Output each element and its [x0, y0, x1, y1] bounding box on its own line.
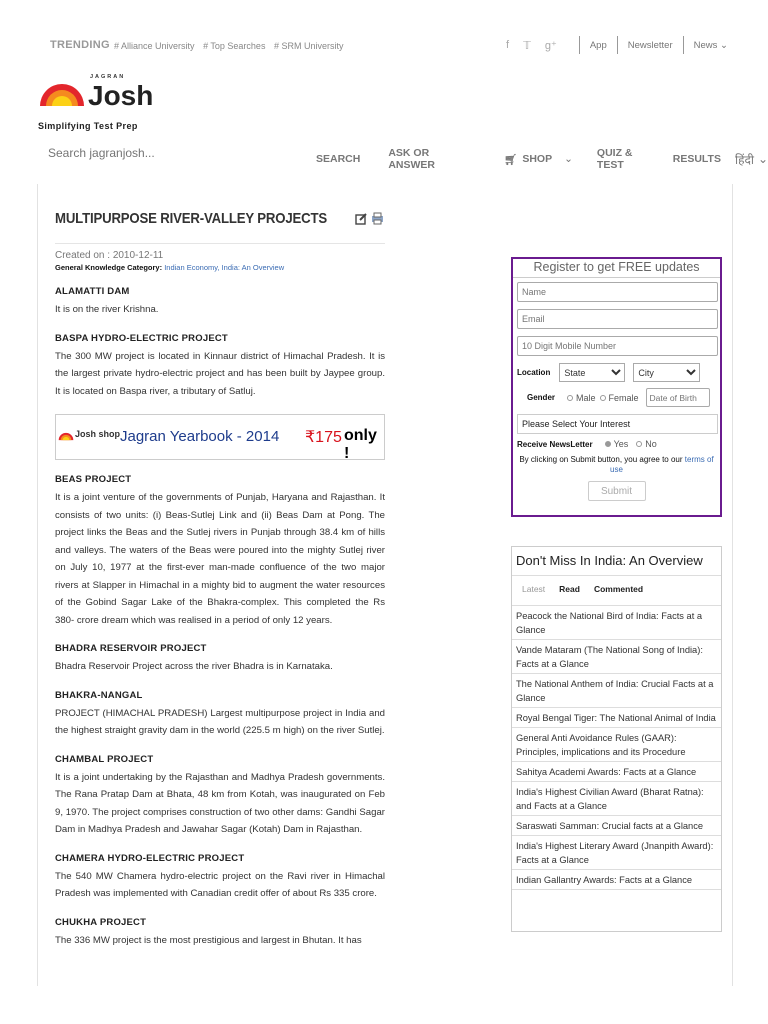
- newsletter-link[interactable]: Newsletter: [627, 39, 673, 51]
- widget-title: Don't Miss In India: An Overview: [516, 553, 703, 568]
- tagline: Simplifying Test Prep: [38, 121, 138, 131]
- tag-link[interactable]: # SRM University: [273, 41, 344, 51]
- sun-logo-icon: [58, 432, 74, 441]
- male-radio[interactable]: [567, 393, 596, 403]
- dont-miss-widget: [511, 546, 722, 932]
- no-label: No: [645, 439, 657, 449]
- nav-quiz-test[interactable]: QUIZ & TEST: [596, 147, 633, 171]
- nav-shop[interactable]: [504, 147, 573, 171]
- gender-row: [527, 388, 720, 407]
- social-icons: [506, 39, 557, 52]
- state-select[interactable]: [559, 363, 625, 382]
- article: [55, 210, 385, 949]
- twitter-icon[interactable]: 𝕋: [523, 39, 531, 52]
- banner-text: Jagran Yearbook - 2014: [120, 428, 280, 445]
- name-field[interactable]: [517, 282, 718, 302]
- newsletter-no-radio[interactable]: [636, 439, 657, 449]
- terms-prefix: By clicking on Submit button, you agree to our: [519, 455, 685, 464]
- article-section: [55, 690, 385, 740]
- news-label: News: [693, 39, 718, 51]
- yes-label: Yes: [613, 439, 629, 449]
- section-title: BASPA HYDRO-ELECTRIC PROJECT: [55, 332, 228, 344]
- radio-dot: [567, 395, 573, 401]
- section-body: It is a joint undertaking by the Rajasthan and Madhya Pradesh governments. The Rana Pratap Dam at Bhata, 48 km from Kotah, was inaugurated on Feb 9, 1970. The project comprises construction of two other dams: Gandhi Sagar Dam in Madhya Pradesh and Jawahar Sagar (Kotah) Dam in Rajasthan.: [55, 771, 385, 835]
- section-body: The 540 MW Chamera hydro-electric project on the Ravi river in Himachal Pradesh was implemented with Canadian credit offer of about Rs 335 crore.: [55, 870, 385, 899]
- terms-text: [513, 455, 720, 475]
- chevron-down-icon: ⌄: [720, 39, 728, 51]
- created-date: Created on : 2010-12-11: [55, 250, 164, 261]
- list-item[interactable]: Royal Bengal Tiger: The National Animal of India: [512, 708, 721, 728]
- main-nav: [316, 147, 768, 171]
- cart-icon: 🛒︎: [504, 153, 518, 166]
- trending-label: TRENDING: [50, 39, 110, 51]
- article-list: [512, 606, 721, 890]
- article-section: [55, 333, 385, 401]
- section-body: It is on the river Krishna.: [55, 304, 159, 315]
- male-label: Male: [576, 392, 596, 403]
- search-input[interactable]: [48, 144, 208, 162]
- list-item[interactable]: Sahitya Academi Awards: Facts at a Glance: [512, 762, 721, 782]
- banner-suffix: only !: [344, 427, 377, 462]
- divider: [512, 575, 721, 576]
- divider: [579, 36, 580, 54]
- tab-read[interactable]: Read: [559, 584, 580, 594]
- section-body: The 336 MW project is the most prestigious and largest in Bhutan. It has: [55, 934, 362, 946]
- email-field[interactable]: [517, 309, 718, 329]
- female-radio[interactable]: [600, 393, 639, 403]
- yearbook-banner-ad[interactable]: [55, 414, 385, 460]
- news-link[interactable]: [694, 40, 728, 51]
- section-body: PROJECT (HIMACHAL PRADESH) Largest multipurpose project in India and the highest straight gravity dam in the world (225.5 m high) on the river Sutlej.: [55, 707, 385, 736]
- divider: [55, 243, 385, 244]
- nav-shop-label: SHOP: [522, 153, 553, 165]
- article-section: [55, 917, 385, 950]
- gender-label: Gender: [527, 393, 556, 402]
- dob-field[interactable]: [646, 388, 710, 407]
- section-title: CHAMERA HYDRO-ELECTRIC PROJECT: [55, 852, 245, 864]
- article-section: [55, 474, 385, 629]
- top-links: [506, 36, 728, 54]
- submit-button[interactable]: Submit: [588, 481, 646, 501]
- category-links[interactable]: Indian Economy, India: An Overview: [164, 263, 285, 272]
- top-bar: [50, 36, 728, 56]
- tag-link[interactable]: # Alliance University: [114, 41, 195, 51]
- tab-commented[interactable]: Commented: [593, 584, 644, 594]
- list-item[interactable]: Indian Gallantry Awards: Facts at a Glance: [512, 870, 721, 890]
- content-frame-border: [732, 184, 733, 986]
- radio-dot: [605, 441, 611, 447]
- print-icon[interactable]: [371, 212, 384, 225]
- section-body: Bhadra Reservoir Project across the river Bhadra is in Karnataka.: [55, 661, 333, 672]
- divider: [683, 36, 684, 54]
- category-line: [55, 263, 385, 272]
- city-select[interactable]: [633, 363, 700, 382]
- location-label: Location: [517, 368, 551, 377]
- section-title: CHUKHA PROJECT: [55, 916, 147, 928]
- location-row: [517, 363, 720, 382]
- section-title: BHADRA RESERVOIR PROJECT: [55, 643, 207, 654]
- chevron-down-icon: ⌄: [564, 153, 573, 165]
- mobile-field[interactable]: [517, 336, 718, 356]
- list-item[interactable]: Vande Mataram (The National Song of India): Facts at a Glance: [512, 640, 721, 674]
- register-form: [511, 257, 722, 517]
- article-section: [55, 853, 385, 903]
- nav-ask-or-answer[interactable]: ASK OR ANSWER: [388, 147, 436, 171]
- sun-logo-icon: [38, 82, 86, 108]
- section-body: It is a joint venture of the governments of Punjab, Haryana and Rajasthan. It consists of two units: (i) Beas-Sutlej Link and (ii) Beas Dam at Pong. The project links the Beas and the Sutlej rivers in Punjab through 38.4 km of hills and valleys. The waters of the Beas were poured into the mighty Sutlej river on July 10, 1977 at the first-ever man-made confluence of the two major rivers at Slapper in Himachal in a mighty bid to augment the water resources of the Gobind Sagar Lake of the Bhakra-complex. This completed the Rs 380- crore dream which was realised in a period of only 12 years.: [55, 492, 385, 626]
- banner-shop-label: Josh shop: [75, 429, 121, 439]
- list-item[interactable]: The National Anthem of India: Crucial Facts at a Glance: [512, 674, 721, 708]
- page-title: MULTIPURPOSE RIVER-VALLEY PROJECTS: [55, 210, 327, 227]
- google-plus-icon[interactable]: g⁺: [544, 39, 557, 52]
- section-body: The 300 MW project is located in Kinnaur district of Himachal Pradesh. It is the largest private hydro-electric project and has been built by Jaypee group. It is located on Baspa river, a tributary of Satluj.: [55, 350, 385, 397]
- section-title: BHAKRA-NANGAL: [55, 689, 143, 701]
- brand-name: Josh: [88, 80, 154, 111]
- divider: [513, 277, 720, 278]
- content-frame-border: [37, 184, 38, 986]
- interest-select[interactable]: Please Select Your Interest: [517, 414, 718, 434]
- tag-link[interactable]: # Top Searches: [203, 41, 266, 51]
- list-item[interactable]: Saraswati Samman: Crucial facts at a Glance: [512, 816, 721, 836]
- category-label: General Knowledge Category:: [55, 263, 163, 272]
- radio-dot: [636, 441, 642, 447]
- nav-hindi[interactable]: [735, 147, 768, 171]
- chevron-down-icon: ⌄: [757, 152, 768, 166]
- newsletter-row: [517, 439, 720, 449]
- edit-icon[interactable]: [355, 212, 368, 225]
- banner-price: ₹175: [305, 429, 342, 446]
- female-label: Female: [608, 392, 639, 403]
- list-item[interactable]: India's Highest Civilian Award (Bharat Ratna): and Facts at a Glance: [512, 782, 721, 816]
- widget-tabs: [522, 584, 721, 594]
- tab-latest[interactable]: Latest: [522, 584, 546, 594]
- newsletter-label: Receive NewsLetter: [517, 439, 593, 449]
- list-item[interactable]: India's Highest Literary Award (Jnanpith Award): Facts at a Glance: [512, 836, 721, 870]
- divider: [617, 36, 618, 54]
- list-item[interactable]: Peacock the National Bird of India: Facts at a Glance: [512, 606, 721, 640]
- trending-tags: [114, 41, 349, 51]
- nav-search[interactable]: SEARCH: [316, 153, 361, 165]
- article-section: [55, 286, 385, 319]
- app-link[interactable]: App: [589, 39, 607, 51]
- newsletter-yes-radio[interactable]: [605, 439, 629, 449]
- terms-link[interactable]: terms of use: [610, 455, 714, 474]
- brand-top: JAGRAN: [90, 74, 126, 80]
- section-title: CHAMBAL PROJECT: [55, 753, 154, 765]
- facebook-icon[interactable]: f: [506, 38, 510, 51]
- article-section: [55, 643, 385, 676]
- nav-hindi-label: हिंदी: [734, 152, 754, 167]
- radio-dot: [600, 395, 606, 401]
- section-title: ALAMATTI DAM: [55, 286, 130, 297]
- register-title: Register to get FREE updates: [533, 260, 700, 274]
- section-title: BEAS PROJECT: [55, 474, 132, 485]
- list-item[interactable]: General Anti Avoidance Rules (GAAR): Principles, implications and its Procedure: [512, 728, 721, 762]
- nav-results[interactable]: RESULTS: [672, 153, 721, 165]
- article-section: [55, 754, 385, 839]
- title-actions: [355, 212, 384, 225]
